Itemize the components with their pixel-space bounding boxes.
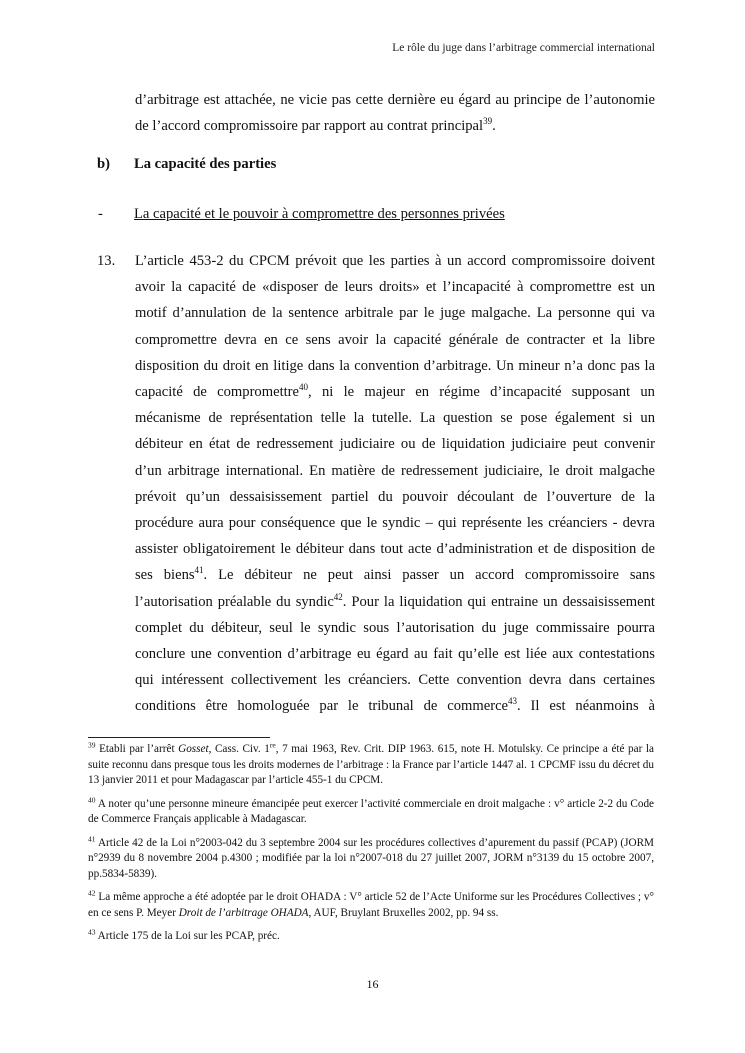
subheading-label: b) — [97, 156, 110, 172]
footnote-ref-40[interactable]: 40 — [299, 382, 309, 393]
footnote-40: $^{40}$ A noter qu’une personne mineure émancipée peut exercer l’activité commerciale en droit malgache : v° article 2-2 du Code de Commerce Français applicable à Madagascar. — [88, 794, 654, 825]
paragraph-number: 13. — [97, 253, 116, 269]
footnote-ref-43[interactable]: 43 — [508, 696, 518, 707]
page-number: 16 — [366, 977, 379, 991]
footnotes — [88, 742, 654, 953]
footnote-ref-42[interactable]: 42 — [333, 591, 343, 602]
footnote-ref-41[interactable]: 41 — [194, 565, 204, 576]
numbered-paragraph-13 — [97, 248, 655, 720]
running-header: Le rôle du juge dans l’arbitrage commercial international — [392, 42, 655, 54]
dash-heading-title: La capacité et le pouvoir à compromettre des personnes privées — [134, 206, 505, 222]
footnote-42: $^{42}$ La même approche a été adoptée par le droit OHADA : V° article 52 de l’Acte Uniforme sur les Procédures Collectives ; v° en ce sens P. Meyer Droit de l’arbitrage OHADA, AUF, Bruylant Bruxelles 2002, pp. 94 ss. — [88, 888, 654, 919]
paragraph-13-text: L’article 453-2 du CPCM prévoit que les parties à un accord compromissoire doivent avoir la capacité de «disposer de leurs droits» et l’incapacité à compromettre est un motif d’annulation de la sentence arbitrale par le juge malgache. La personne qui va compromettre devra en ce sens avoir la capacité générale de contracter et la libre disposition du droit en litige dans la convention d’arbitrage. Un mineur n’a donc pas la capacité de compromettre$^{40}$, ni le majeur en régime d’incapacité supposant un mécanisme de représentation telle la tutelle. La question se pose également si un débiteur en état de redressement judiciaire ou de liquidation judiciaire peut convenir d’un arbitrage international. En matière de redressement judiciaire, le droit malgache prévoit qu’un dessaisissement partiel du pouvoir découlant de l’ouverture de la procédure aura pour conséquence que le syndic – qui représente les créanciers - devra assister obligatoirement le débiteur dans tout acte d’administration et de disposition de ses biens$^{41}$. Le débiteur ne peut ainsi passer un accord compromissoire sans l’autorisation préalable du syndic$^{42}$. Pour la liquidation qui entraine un dessaisissement complet du débiteur, seul le syndic sous l’autorisation du juge commissaire pourra conclure une convention d’arbitrage eu égard au fait qu’elle est liée aux contestations qui intéressent collectivement les créanciers. Cette convention devra dans certaines conditions être homologuée par le tribunal de commerce$^{43}$. Il est néanmoins à — [135, 253, 655, 715]
section-subheading — [97, 156, 276, 173]
footnote-ref-39[interactable]: 39 — [483, 116, 493, 127]
continuation-paragraph: d’arbitrage est attachée, ne vicie pas cette dernière eu égard au principe de l’autonomie de l’accord compromissoire par rapport au contrat principal$^{39}$. — [135, 92, 655, 134]
subheading-title: La capacité des parties — [134, 156, 277, 172]
footnote-39: $^{39}$ Etabli par l’arrêt Gosset, Cass. Civ. 1re, 7 mai 1963, Rev. Crit. DIP 1963. 615, note H. Motulsky. Ce principe a été par la suite reconnu dans presque tous les droits modernes de l’arbitrage : la France par l’article 1447 al. 1 CPCMF issu du décret du 13 janvier 2011 et pour Madagascar par l’article 455-1 du CPCM. — [88, 740, 654, 786]
footnote-41: $^{41}$ Article 42 de la Loi n°2003-042 du 3 septembre 2004 sur les procédures collectives d’apurement du passif (PCAP) (JORM n°2939 du 8 novembre 2004 p.4300 ; modifiée par la loi n°2007-018 du 27 juillet 2007, JORM n°3139 du 15 octobre 2007, pp.5834-5839). — [88, 833, 654, 880]
dash-marker: - — [98, 206, 103, 222]
footnote-43: $^{43}$ Article 175 de la Loi sur les PCAP, préc. — [88, 927, 280, 942]
footnote-separator — [88, 737, 270, 738]
dash-heading — [98, 206, 505, 223]
